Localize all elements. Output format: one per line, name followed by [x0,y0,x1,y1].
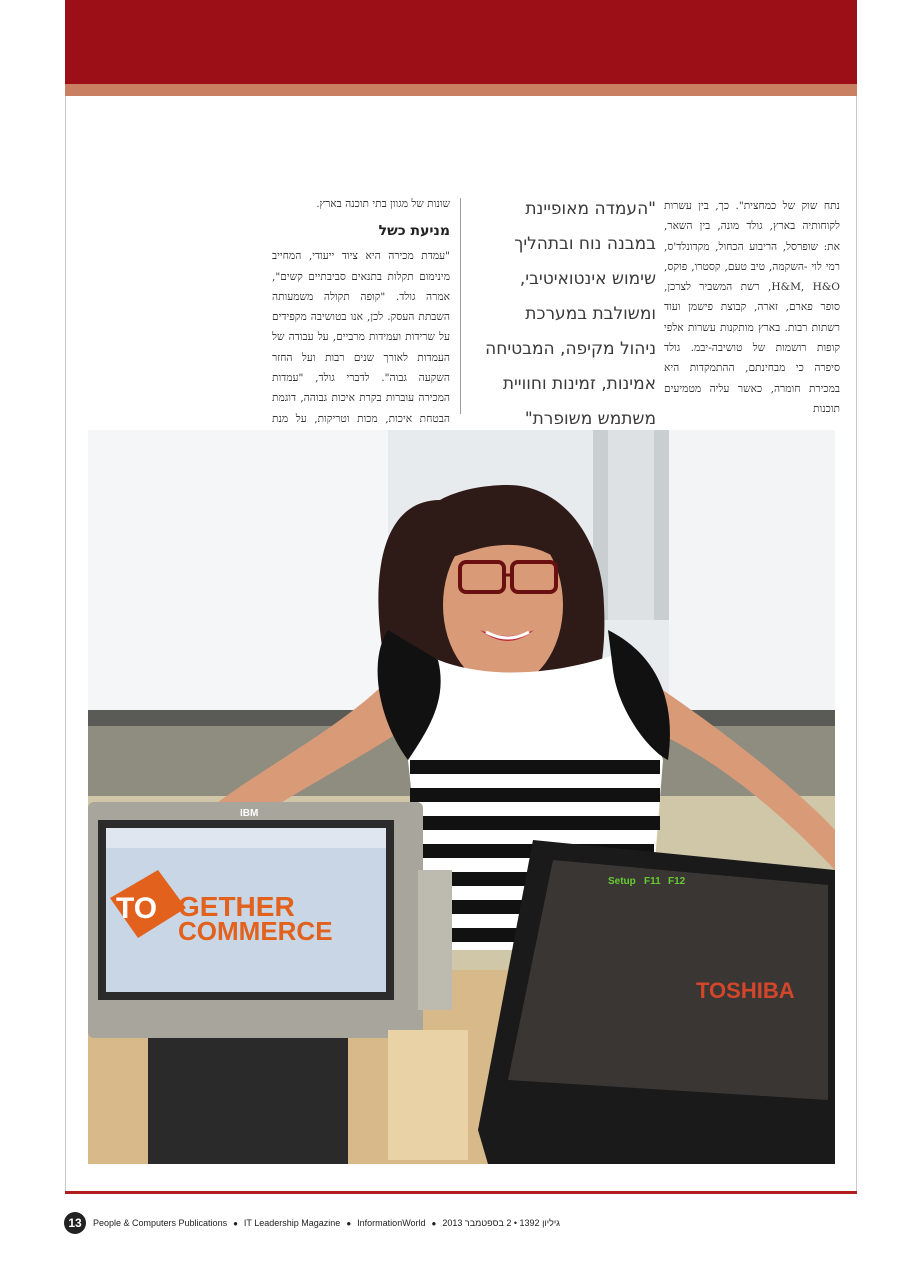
footer-separator: ● [431,1218,437,1228]
pull-quote-line: אמינות, זמינות וחוויית [502,374,656,394]
photo-illustration [88,430,835,1164]
subheading: מניעת כשל [378,223,450,240]
footer-rule [65,1191,857,1194]
toshiba-f12-label: F12 [668,876,686,887]
header-stripe [65,84,857,96]
article-photo [88,430,835,1164]
toshiba-setup-label: Setup [608,876,636,887]
quote-divider [460,198,461,414]
right-column-text: נתח שוק של כמחצית". כך, בין עשרות לקוחותיה בארץ, גולד מונה, בין השאר, את: שופרסל, הריבוע הכחול, מקדונלד'ס, רמי לוי -השקמה, טיב טעם, קסטרו, פוקס, H&M, H&O, רשת המשביר לצרכן, סופר פארם, זארה, קבוצת פישמן ועוד רשתות רבות. בארץ מותקנות עשרות אלפי קופות רושמות של טושיבה-יבמ. גולד סיפרה כי מבחינתם, ההתמקדות היא במכירת חומרה, כאשר עליה מטמיעים תוכנות [664,200,840,415]
footer-magazine: IT Leadership Magazine [243,1218,341,1228]
footer-publisher: People & Computers Publications [93,1218,228,1228]
toshiba-brand: TOSHIBA [696,978,795,1003]
pull-quote-line: שימוש אינטואיטיבי, [519,269,656,289]
article-right-column [664,196,840,440]
together-logo-to: TO [116,892,158,925]
toshiba-f11-label: F11 [644,876,661,887]
page-number: 13 [64,1212,86,1234]
footer-separator: ● [233,1218,238,1228]
footer-issue: גיליון 1392 • 2 בספטמבר 2013 [442,1218,560,1228]
pull-quote-line: ניהול מקיפה, המבטיחה [485,339,656,359]
pull-quote-line: "העמדה מאופיינת [525,199,656,219]
ibm-brand: IBM [240,808,259,819]
left-column-top-text: שונות של מגוון בתי תוכנה בארץ. [316,198,450,210]
pull-quote-line: במבנה נוח ובתהליך [514,234,656,254]
page-footer [64,1212,844,1234]
pull-quote-line: ומשולבת במערכת [525,304,656,324]
pull-quote [462,192,656,437]
together-logo-gether: GETHER [178,891,295,922]
footer-site: InformationWorld [357,1218,426,1228]
left-column-body: "עמדת מכירה היא ציוד ייעודי, המחייב מינימום תקלות בתנאים סביבתיים קשים", אמרה גולד. "קופה תקולה משמעותה השבתת העסק. לכן, אנו בטושיבה מקפידים על שרידות ועמידות מרביים, על עבודה של העמדות לאורך שנים רבות ועל החזר השקעה גבוה". לדברי גולד, "עמדות המכירה עוברות בקרת איכות גבוהה, דוגמת הבטחת איכות, מכות וטריקות, על מנת [272,250,450,425]
together-logo-commerce: COMMERCE [178,916,333,946]
article-left-column [272,194,450,425]
footer-separator: ● [346,1218,352,1228]
header-band [65,0,857,84]
pull-quote-line: משתמש משופרת" [524,409,656,429]
